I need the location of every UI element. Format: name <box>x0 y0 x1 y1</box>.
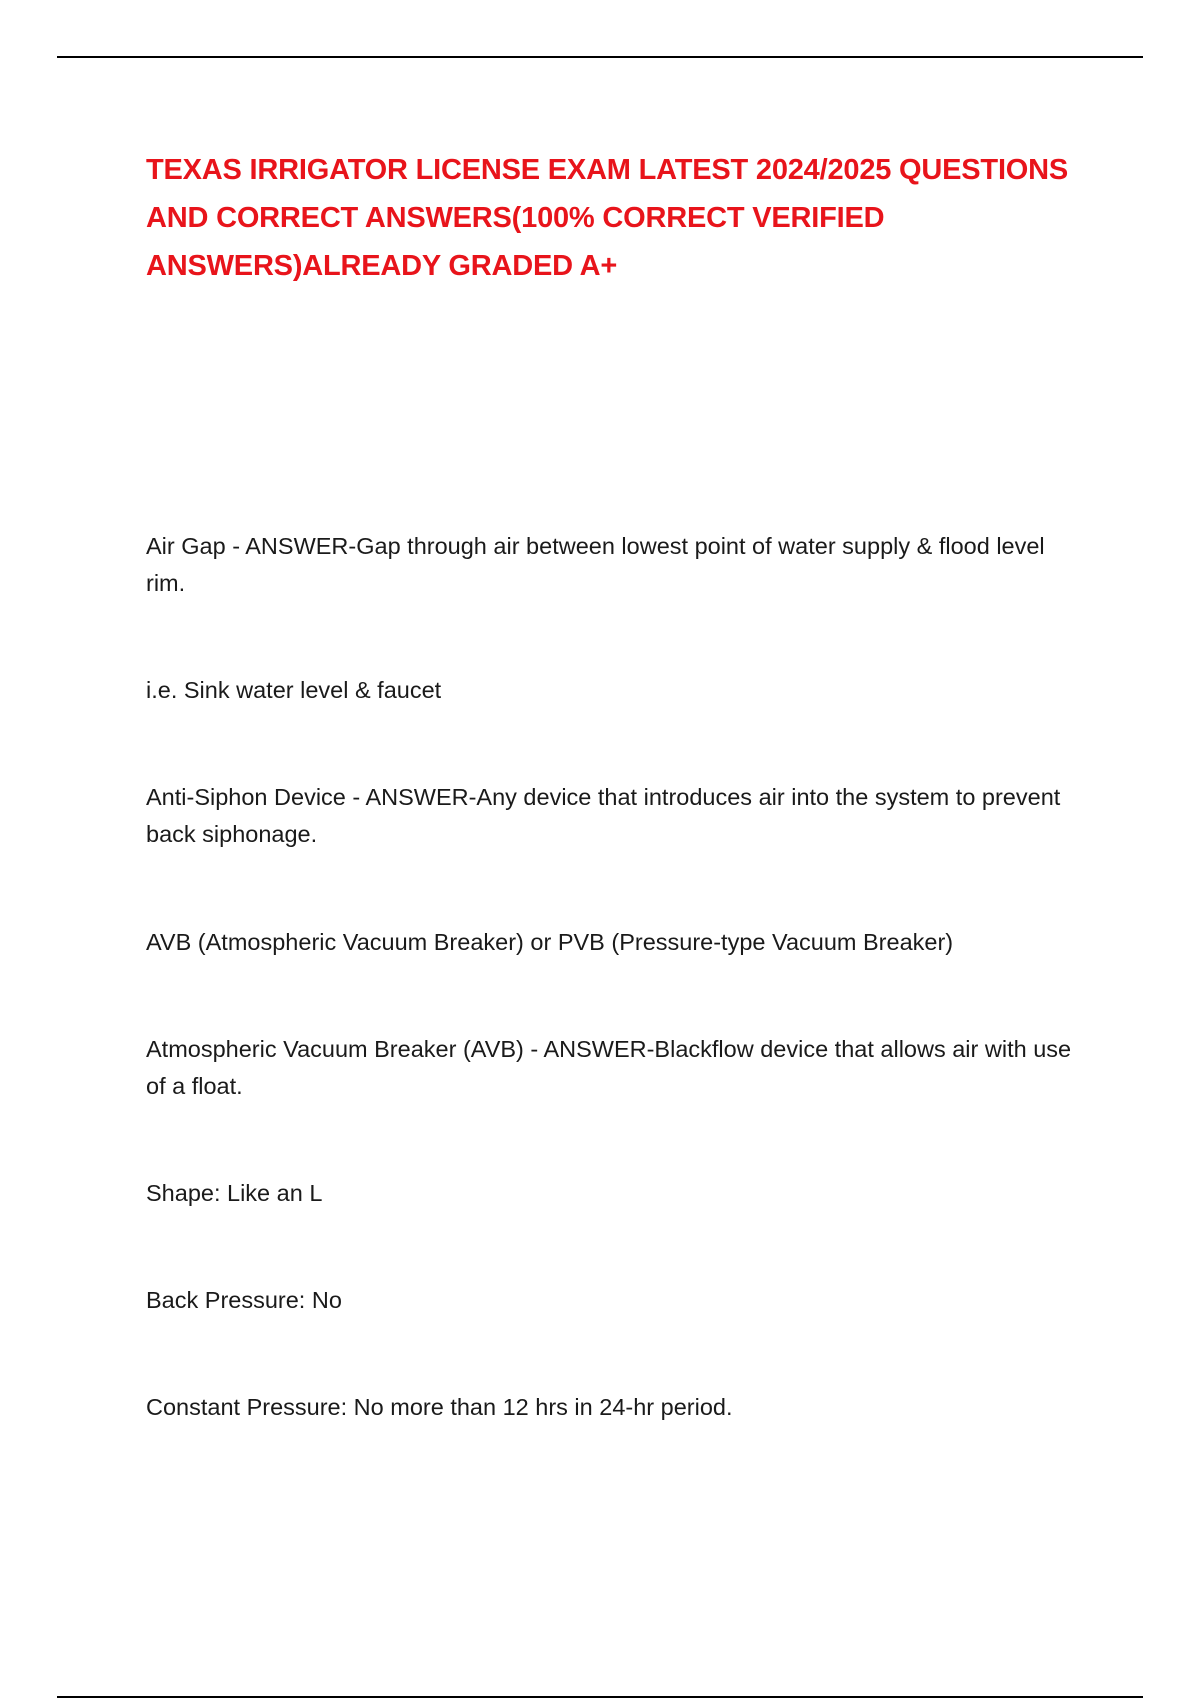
paragraph-back-pressure: Back Pressure: No <box>146 1287 342 1313</box>
paragraph-air-gap: Air Gap - ANSWER-Gap through air between lowest point of water supply & flood level rim. <box>146 533 1045 596</box>
top-divider <box>57 56 1143 58</box>
paragraph-anti-siphon-device: Anti-Siphon Device - ANSWER-Any device that introduces air into the system to prevent back siphonage. <box>146 784 1061 847</box>
document-title: TEXAS IRRIGATOR LICENSE EXAM LATEST 2024/2025 QUESTIONS AND CORRECT ANSWERS(100% CORRECT VERIFIED ANSWERS)ALREADY GRADED A+ <box>146 154 1069 282</box>
paragraph-constant-pressure: Constant Pressure: No more than 12 hrs in 24-hr period. <box>146 1394 733 1420</box>
paragraph-air-gap-example: i.e. Sink water level & faucet <box>146 677 442 703</box>
bottom-divider <box>57 1696 1143 1698</box>
paragraph-atmospheric-vacuum-breaker: Atmospheric Vacuum Breaker (AVB) - ANSWER-Blackflow device that allows air with use of a float. <box>146 1036 1072 1099</box>
paragraph-avb-pvb: AVB (Atmospheric Vacuum Breaker) or PVB (Pressure-type Vacuum Breaker) <box>146 929 954 955</box>
paragraph-shape: Shape: Like an L <box>146 1180 323 1206</box>
